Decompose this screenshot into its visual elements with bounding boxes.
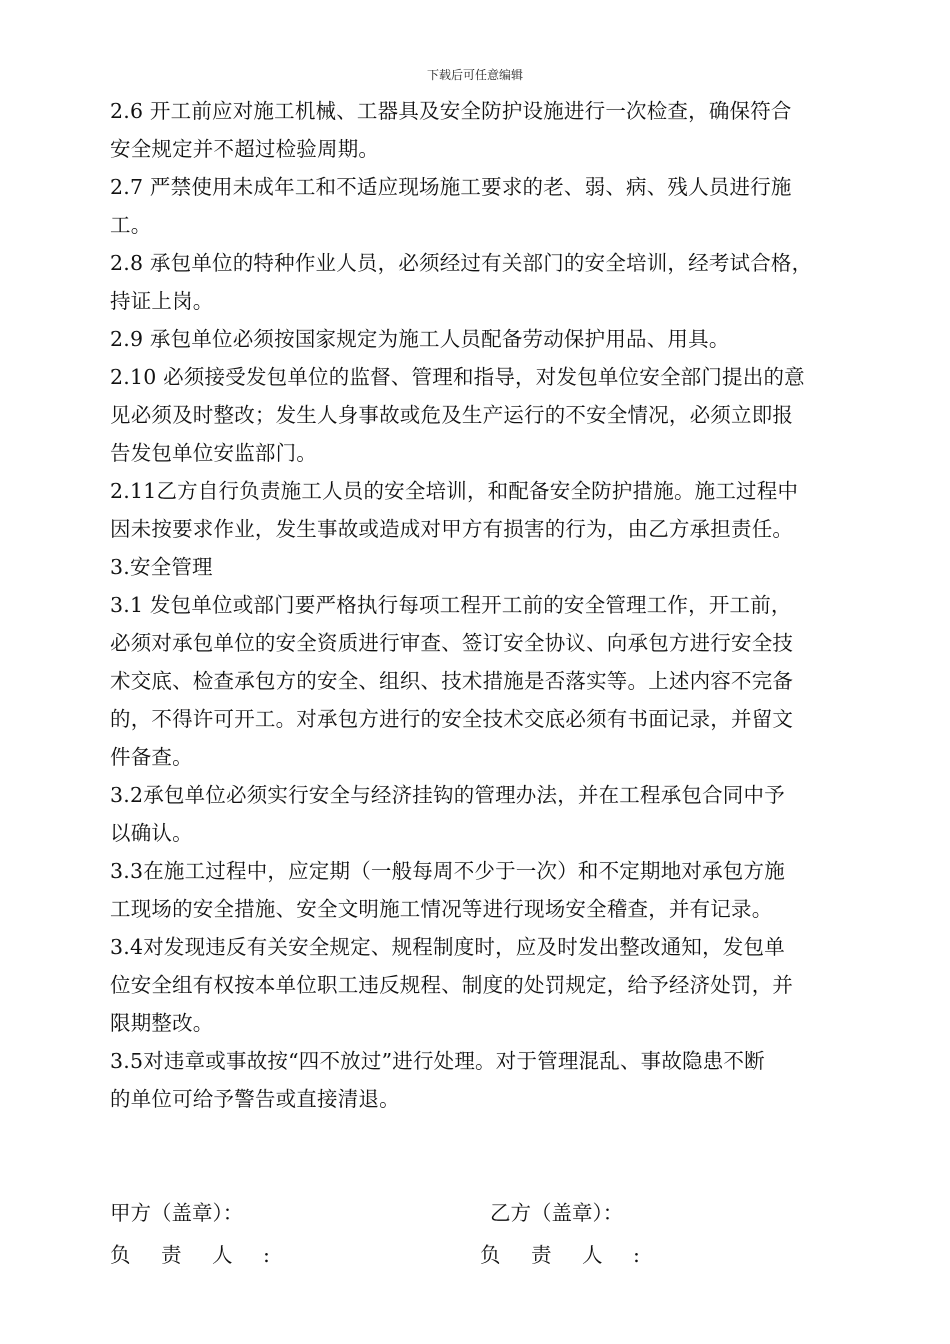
- text-line: 件备查。: [110, 745, 193, 769]
- section-heading: 3.安全管理: [110, 555, 213, 579]
- text-line: 见必须及时整改；发生人身事故或危及生产运行的不安全情况，必须立即报: [110, 403, 794, 427]
- text-line: 3.5对违章或事故按“四不放过”进行处理。对于管理混乱、事故隐患不断: [110, 1049, 765, 1073]
- text-line: 安全规定并不超过检验周期。: [110, 137, 380, 161]
- text-line: 2.9 承包单位必须按国家规定为施工人员配备劳动保护用品、用具。: [110, 327, 730, 351]
- text-line: 2.8 承包单位的特种作业人员，必须经过有关部门的安全培训，经考试合格，: [110, 251, 813, 275]
- text-line: 必须对承包单位的安全资质进行审查、签订安全协议、向承包方进行安全技: [110, 631, 794, 655]
- party-a-seal-label: 甲方（盖章）：: [110, 1201, 244, 1225]
- text-line: 告发包单位安监部门。: [110, 441, 317, 465]
- text-line: 因未按要求作业，发生事故或造成对甲方有损害的行为，由乙方承担责任。: [110, 517, 794, 541]
- text-line: 3.1 发包单位或部门要严格执行每项工程开工前的安全管理工作，开工前，: [110, 593, 792, 617]
- text-line: 2.6 开工前应对施工机械、工器具及安全防护设施进行一次检查，确保符合: [110, 99, 792, 123]
- text-line: 以确认。: [110, 821, 193, 845]
- text-line: 术交底、检查承包方的安全、组织、技术措施是否落实等。上述内容不完备: [110, 669, 794, 693]
- text-line: 工。: [110, 213, 152, 237]
- text-line: 位安全组有权按本单位职工违反规程、制度的处罚规定，给予经济处罚，并: [110, 973, 794, 997]
- party-b-person-label: 负 责 人 :: [480, 1243, 652, 1267]
- text-line: 2.11乙方自行负责施工人员的安全培训，和配备安全防护措施。施工过程中: [110, 479, 799, 503]
- text-line: 工现场的安全措施、安全文明施工情况等进行现场安全稽查，并有记录。: [110, 897, 773, 921]
- text-line: 3.3在施工过程中，应定期（一般每周不少于一次）和不定期地对承包方施: [110, 859, 785, 883]
- document-body: [110, 92, 860, 1118]
- party-b-seal-label: 乙方（盖章）：: [490, 1201, 624, 1225]
- page-header-note: 下载后可任意编辑: [426, 68, 523, 82]
- text-line: 的，不得许可开工。对承包方进行的安全技术交底必须有书面记录，并留文: [110, 707, 794, 731]
- text-line: 3.2承包单位必须实行安全与经济挂钩的管理办法，并在工程承包合同中予: [110, 783, 785, 807]
- text-line: 2.7 严禁使用未成年工和不适应现场施工要求的老、弱、病、残人员进行施: [110, 175, 792, 199]
- party-a-person-label: 负 责 人 :: [110, 1243, 282, 1267]
- text-line: 2.10 必须接受发包单位的监督、管理和指导，对发包单位安全部门提出的意: [110, 365, 805, 389]
- text-line: 限期整改。: [110, 1011, 214, 1035]
- text-line: 持证上岗。: [110, 289, 214, 313]
- text-line: 的单位可给予警告或直接清退。: [110, 1087, 400, 1111]
- text-line: 3.4对发现违反有关安全规定、规程制度时，应及时发出整改通知，发包单: [110, 935, 785, 959]
